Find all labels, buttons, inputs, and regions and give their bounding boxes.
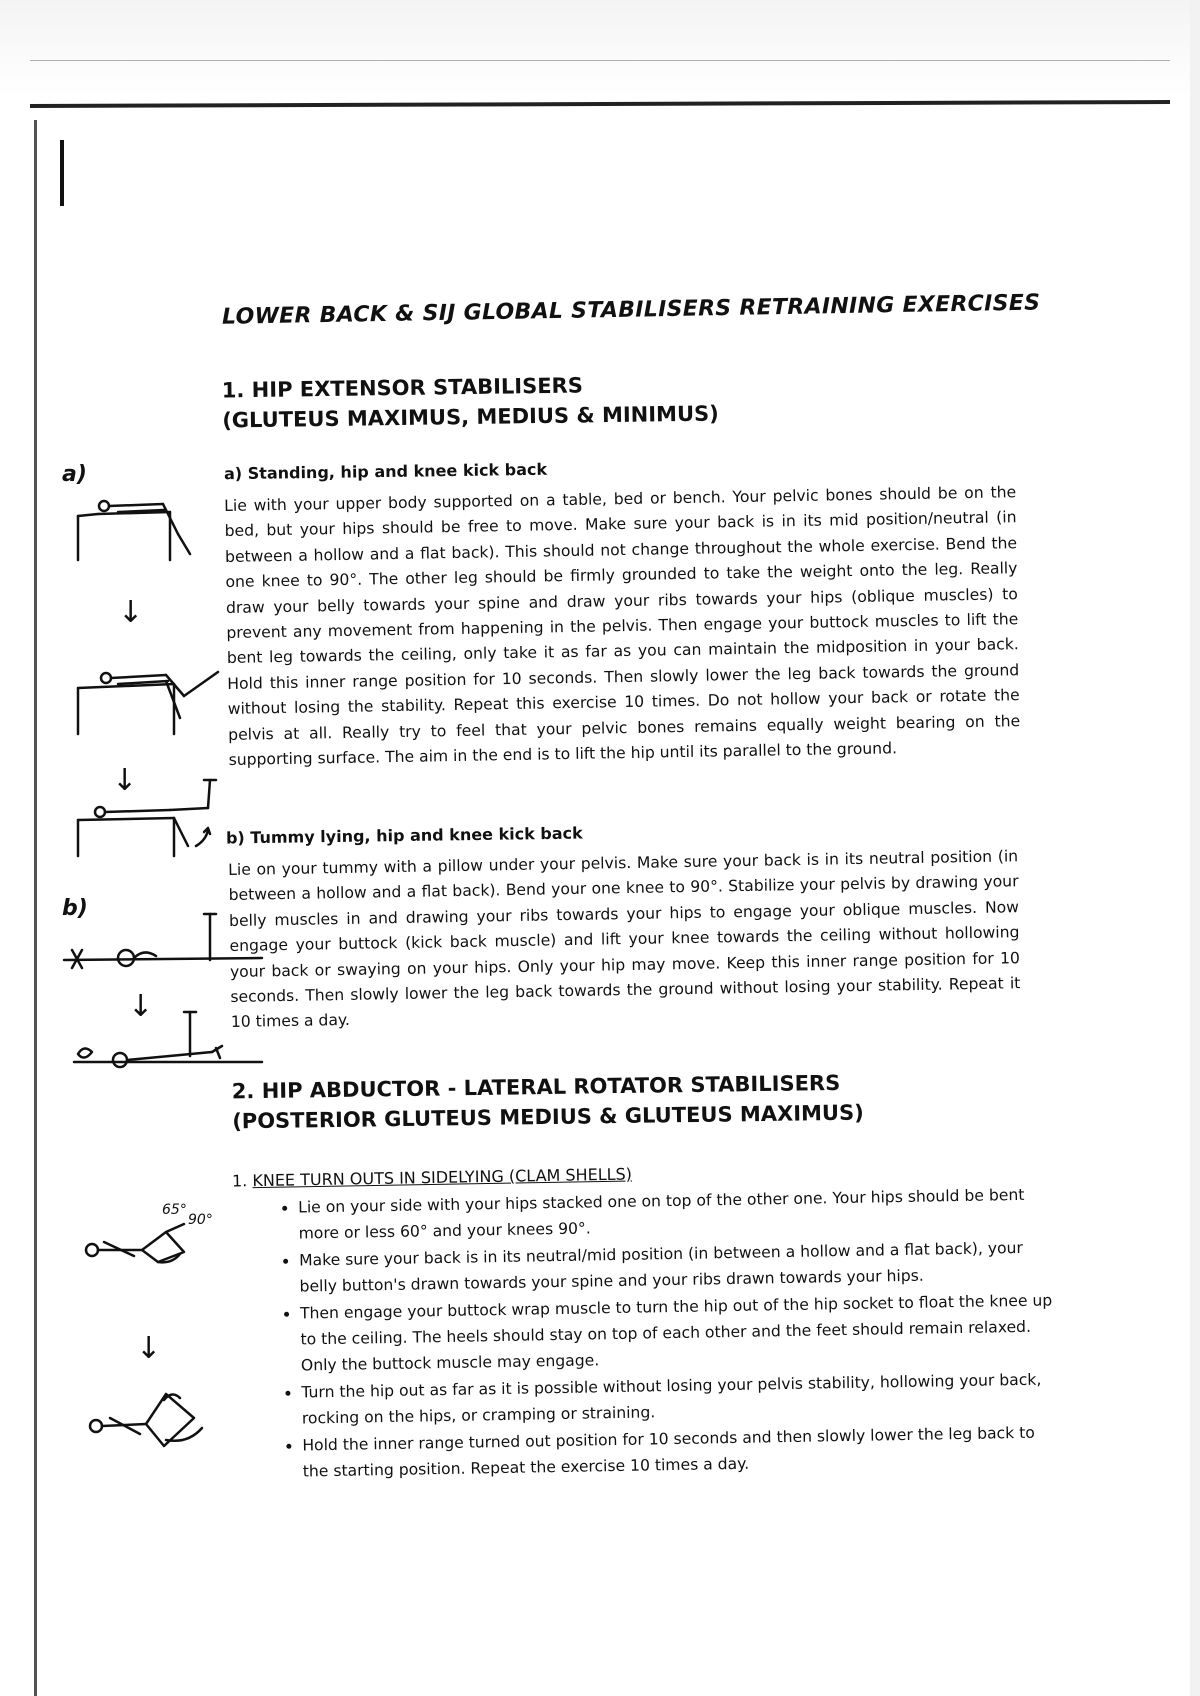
- arrow-down-icon: ↓: [128, 989, 154, 1024]
- figure-label-b: b): [62, 896, 88, 921]
- figure-b-start: [62, 910, 262, 976]
- angle-knee-label: 90°: [188, 1212, 213, 1228]
- page-title: LOWER BACK & SIJ GLOBAL STABILISERS RETRAINING EXERCISES: [221, 290, 1041, 330]
- section1-heading-line1: 1. HIP EXTENSOR STABILISERS: [221, 373, 584, 403]
- section2-heading: [232, 1068, 864, 1137]
- section1-heading-line2: (GLUTEUS MAXIMUS, MEDIUS & MINIMUS): [222, 401, 719, 433]
- page-left-edge: [34, 120, 37, 1696]
- arrow-down-icon: ↓: [118, 595, 144, 630]
- list-item: • Hold the inner range turned out position for 10 seconds and then slowly lower the leg back to the starting position. Repeat the exercise 10 times a day.: [302, 1421, 1063, 1485]
- exercise-title: KNEE TURN OUTS IN SIDELYING (CLAM SHELLS): [252, 1164, 633, 1191]
- clam-shell-instructions: [272, 1182, 1063, 1487]
- figure-clam-start: [84, 1194, 224, 1274]
- arrow-down-icon: ↓: [112, 763, 138, 798]
- exercise-b-title: b) Tummy lying, hip and knee kick back: [225, 823, 583, 848]
- arrow-down-icon: ↓: [136, 1331, 162, 1366]
- figure-label-a: a): [62, 462, 87, 487]
- margin-mark: [60, 140, 64, 206]
- section2-heading-line2: (POSTERIOR GLUTEUS MEDIUS & GLUTEUS MAXIMUS): [232, 1100, 864, 1134]
- section2-heading-line1: 2. HIP ABDUCTOR - LATERAL ROTATOR STABILISERS: [231, 1070, 841, 1104]
- list-item: • Make sure your back is in its neutral/mid position (in between a hollow and a flat back), your belly button's drawn towards your spine and your ribs drawn towards your hips.: [299, 1235, 1060, 1299]
- figure-a-parallel: [78, 776, 228, 856]
- section1-heading: [222, 369, 719, 436]
- figure-clam-open: [88, 1384, 228, 1460]
- figure-b-lifted: [72, 1002, 262, 1074]
- figure-a-lifted: [78, 666, 228, 740]
- page-right-edge: [1190, 0, 1200, 1696]
- exercise-2-1-heading: [232, 1165, 632, 1191]
- scan-rule-faint: [30, 60, 1170, 61]
- exercise-number: 1.: [231, 1171, 248, 1191]
- list-item: • Lie on your side with your hips stacked one on top of the other one. Your hips should be bent more or less 60° and your knees 90°.: [298, 1182, 1059, 1246]
- exercise-b-text: Lie on your tummy with a pillow under your pelvis. Make sure your back is in its neutral position (in between a hollow and a flat back). Bend your one knee to 90°. Stabilize your pelvis by drawing your belly muscles in and drawing your ribs towards your hips to engage your oblique muscles. Now engage your buttock (kick back muscle) and lift your knee towards the ceiling without hollowing your back or swaying on your hips. Only your hip may move. Keep this inner range position for 10 seconds. Then slowly lower the leg back towards the ground without losing your stability. Repeat it 10 times a day.: [228, 847, 1021, 1032]
- exercise-a-text: Lie with your upper body supported on a table, bed or bench. Your pelvic bones should be on the bed, but your hips should be free to move. Make sure your back is in its mid position/neutral (in between a hollow and a flat back). This should not change throughout the whole exercise. Bend the one knee to 90°. The other leg should be firmly grounded to take the weight onto the leg. Really draw your belly towards your spine and draw your ribs towards your hips (oblique muscles) to prevent any movement from happening in the pelvis. Then engage your buttock muscles to lift the bent leg towards the ceiling, only take it as far as you can maintain the midposition in your back. Hold this inner range position for 10 seconds. Then slowly lower the leg back towards the ground without losing the stability. Repeat this exercise 10 times. Do not hollow your back or rotate the pelvis at all. Really try to feel that your pelvic bones remains equally weight bearing on the supporting surface. The aim in the end is to lift the hip until its parallel to the ground.: [224, 483, 1021, 770]
- figure-a-start: [78, 496, 208, 566]
- list-item: • Then engage your buttock wrap muscle to turn the hip out of the hip socket to float the knee up to the ceiling. The heels should stay on top of each other and the feet should remain relaxed. Only the buttock muscle may engage.: [300, 1289, 1061, 1379]
- angle-hip-label: 65°: [162, 1202, 187, 1218]
- exercise-a-title: a) Standing, hip and knee kick back: [223, 459, 548, 484]
- list-item: • Turn the hip out as far as it is possible without losing your pelvis stability, hollowing your back, rocking on the hips, or cramping or straining.: [301, 1367, 1062, 1431]
